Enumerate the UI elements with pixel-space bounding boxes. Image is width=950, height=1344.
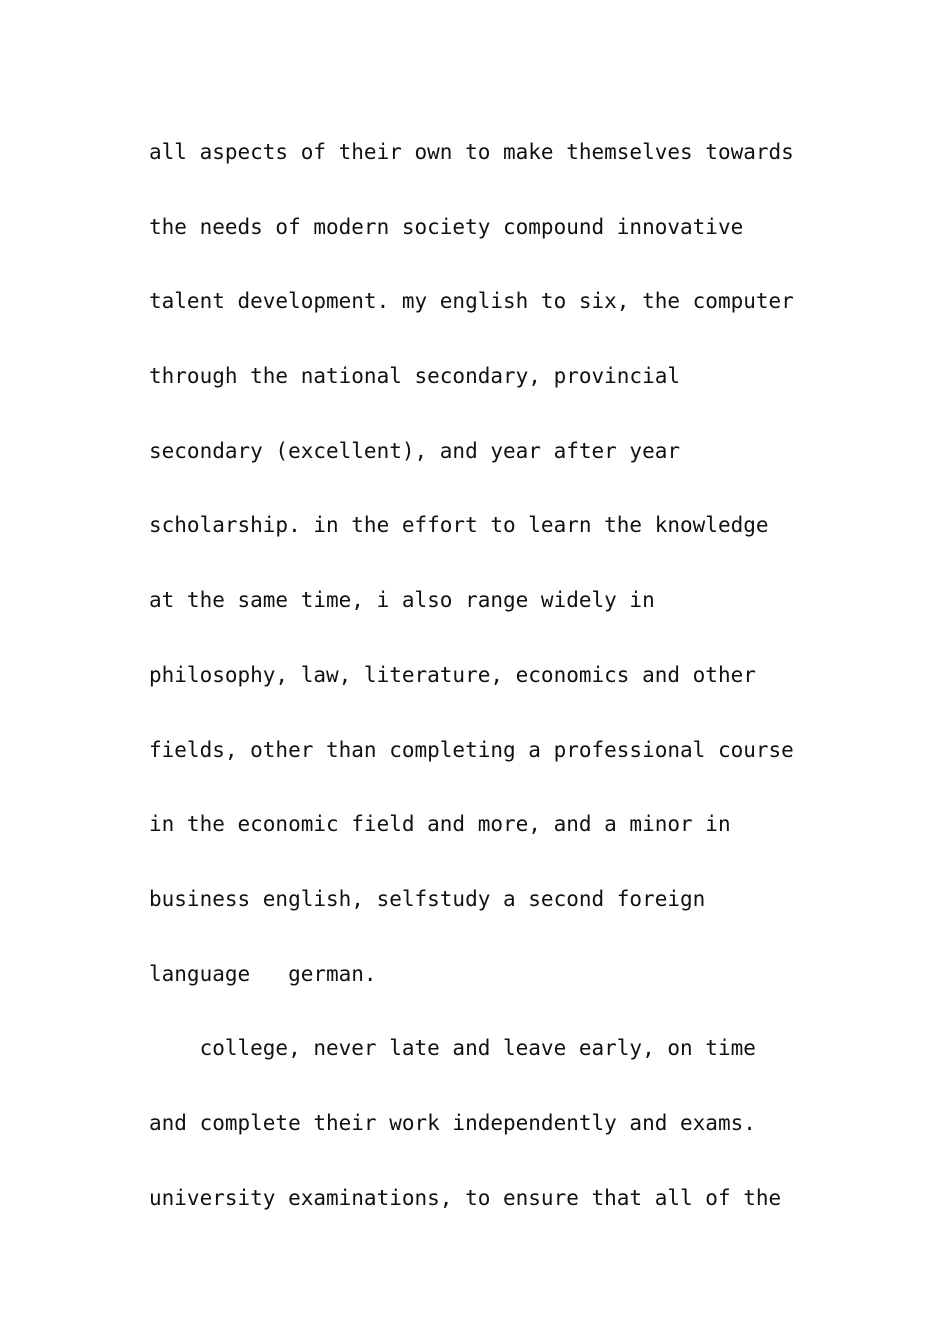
text-line: language german. xyxy=(149,961,377,986)
paragraph-start-line: college, never late and leave early, on time xyxy=(149,1036,756,1061)
text-line: at the same time, i also range widely in xyxy=(149,588,655,613)
text-line: fields, other than completing a professional course xyxy=(149,737,794,762)
text-line: philosophy, law, literature, economics and other xyxy=(149,662,756,687)
text-line: through the national secondary, provincial xyxy=(149,364,681,389)
text-line: all aspects of their own to make themselves towards xyxy=(149,140,794,164)
text-line: the needs of modern society compound innovative xyxy=(149,214,744,239)
text-line: and complete their work independently and exams. xyxy=(149,1110,756,1135)
text-line: scholarship. in the effort to learn the knowledge xyxy=(149,513,769,538)
text-line: university examinations, to ensure that all of the xyxy=(149,1185,782,1210)
text-line: talent development. my english to six, the computer xyxy=(149,289,794,314)
text-line: in the economic field and more, and a minor in xyxy=(149,812,731,837)
text-line: secondary (excellent), and year after year xyxy=(149,438,681,463)
document-body xyxy=(149,115,829,1235)
text-line: business english, selfstudy a second foreign xyxy=(149,886,706,911)
